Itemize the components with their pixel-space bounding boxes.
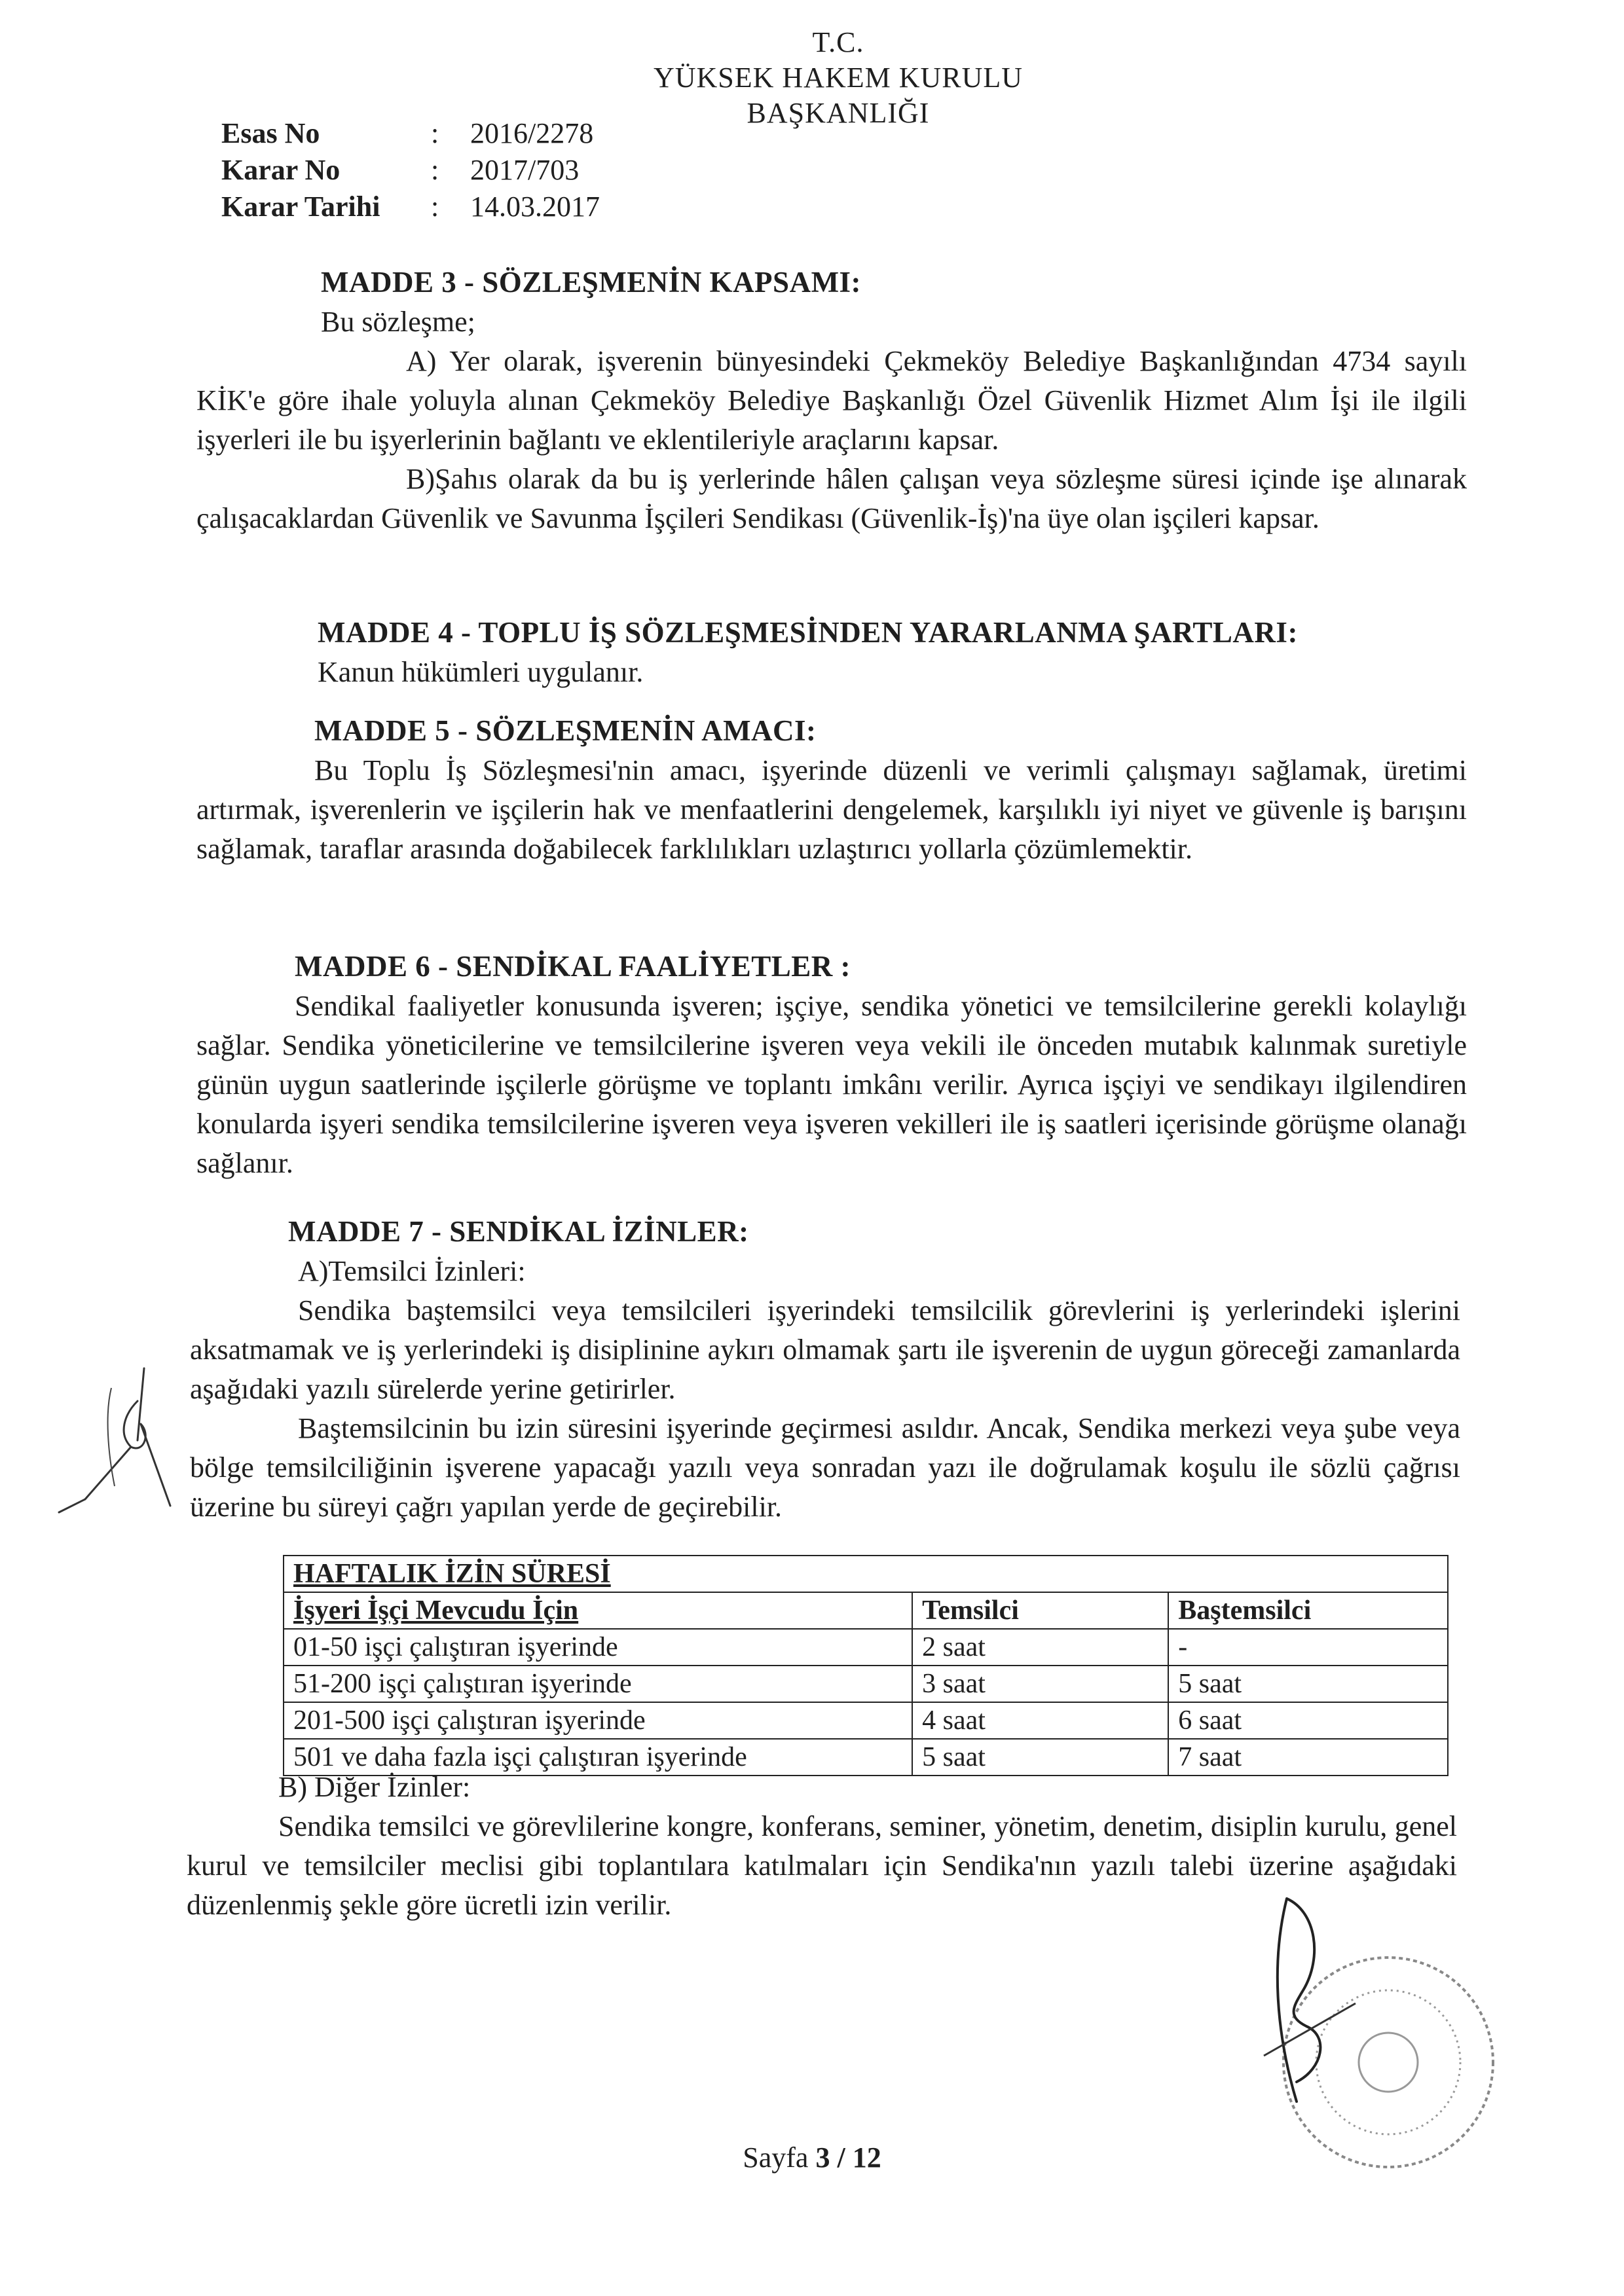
table-header-cell: İşyeri İşçi Mevcudu İçin <box>284 1592 912 1629</box>
meta-sep: : <box>431 117 439 149</box>
table-cell: 4 saat <box>912 1702 1168 1739</box>
article-paragraph: Baştemsilcinin bu izin süresini işyerinde geçirmesi asıldır. Ancak, Sendika merkezi veya şube veya bölge temsilciliğinin işverene yapacağı yazılı veya sonradan yazı ile doğrulamak koşulu ile sözlü çağrısı üzerine bu süreyi çağrı yapılan yerde de geçirebilir. <box>190 1412 1460 1523</box>
article-7 <box>190 1211 1460 1527</box>
meta-sep: : <box>431 191 439 223</box>
signature-mark-icon <box>46 1362 177 1545</box>
article-paragraph: B)Şahıs olarak da bu iş yerlerinde hâlen çalışan veya sözleşme süresi içinde işe alınarak çalışacaklardan Güvenlik ve Savunma İşçileri Sendikası (Güvenlik-İş)'na üye olan işçileri kapsar. <box>196 463 1467 534</box>
table-title-row <box>284 1556 1448 1592</box>
page-footer <box>0 2141 1624 2174</box>
table-cell: 2 saat <box>912 1629 1168 1666</box>
table-title: HAFTALIK İZİN SÜRESİ <box>284 1556 1448 1592</box>
meta-sep: : <box>431 154 439 186</box>
table-row <box>284 1666 1448 1702</box>
page-number: 3 / 12 <box>815 2141 881 2174</box>
article-5 <box>196 710 1467 869</box>
table-cell: 5 saat <box>1168 1666 1448 1702</box>
meta-row-karar <box>221 152 600 189</box>
institution-header <box>642 25 1035 131</box>
meta-value: 14.03.2017 <box>470 191 600 223</box>
table-header-cell: Baştemsilci <box>1168 1592 1448 1629</box>
table-header-cell: Temsilci <box>912 1592 1168 1629</box>
header-line-2: YÜKSEK HAKEM KURULU <box>653 62 1024 94</box>
table-cell: 5 saat <box>912 1739 1168 1776</box>
page-label: Sayfa <box>743 2141 816 2174</box>
meta-row-esas <box>221 115 600 152</box>
table-cell: 6 saat <box>1168 1702 1448 1739</box>
meta-key: Esas No <box>221 117 320 149</box>
article-paragraph: Sendika baştemsilci veya temsilcileri işyerindeki temsilcilik görevlerini iş yerlerindeki işlerini aksatmamak ve iş yerlerindeki iş disiplinine aykırı olmamak şartı ile işverenin de uygun göreceği zamanlarda aşağıdaki yazılı sürelerde yerine getirirler. <box>190 1294 1460 1405</box>
article-paragraph: Sendika temsilci ve görevlilerine kongre, konferans, seminer, yönetim, denetim, disiplin kurulu, genel kurul ve temsilciler meclisi gibi toplantılara katılmaları için Sendika'nın yazılı talebi üzerine aşağıdaki düzenlenmiş şekle göre ücretli izin verilir. <box>187 1810 1457 1921</box>
table-cell: 01-50 işçi çalıştıran işyerinde <box>284 1629 912 1666</box>
article-paragraph: Bu Toplu İş Sözleşmesi'nin amacı, işyerinde düzenli ve verimli çalışmayı sağlamak, üretimi artırmak, işverenlerin ve işçilerin hak ve menfaatlerini dengelemek, karşılıklı iyi niyet ve güvenle iş barışını sağlamak, taraflar arasında doğabilecek farklılıkları uzlaştırıcı yollarla çözümlemektir. <box>196 754 1467 865</box>
meta-row-tarih <box>221 189 600 225</box>
article-title: MADDE 5 - SÖZLEŞMENİN AMACI: <box>314 714 817 747</box>
article-title: MADDE 7 - SENDİKAL İZİNLER: <box>288 1215 749 1248</box>
table-cell: - <box>1168 1629 1448 1666</box>
article-4 <box>196 612 1467 692</box>
article-6 <box>196 946 1467 1183</box>
article-3 <box>196 262 1467 538</box>
table-cell: 7 saat <box>1168 1739 1448 1776</box>
meta-value: 2016/2278 <box>470 117 594 149</box>
table-cell: 501 ve daha fazla işçi çalıştıran işyerinde <box>284 1739 912 1776</box>
table-row <box>284 1629 1448 1666</box>
article-paragraph: Kanun hükümleri uygulanır. <box>318 656 644 688</box>
table-cell: 3 saat <box>912 1666 1168 1702</box>
article-title: MADDE 6 - SENDİKAL FAALİYETLER : <box>295 950 851 983</box>
case-meta <box>221 115 600 225</box>
header-line-1: T.C. <box>812 26 864 58</box>
meta-key: Karar No <box>221 154 341 186</box>
article-subheading: B) Diğer İzinler: <box>278 1771 471 1803</box>
article-paragraph: A) Yer olarak, işverenin bünyesindeki Çekmeköy Belediye Başkanlığından 4734 sayılı KİK'e göre ihale yoluyla alınan Çekmeköy Belediye Başkanlığı Özel Güvenlik Hizmet Alım İşi ile ilgili işyerleri ile bu işyerlerinin bağlantı ve eklentileriyle araçlarını kapsar. <box>196 345 1467 456</box>
table-row <box>284 1702 1448 1739</box>
weekly-leave-table <box>283 1555 1449 1776</box>
article-paragraph: Sendikal faaliyetler konusunda işveren; işçiye, sendika yönetici ve temsilcilerine gerekli kolaylığı sağlar. Sendika yöneticilerine ve temsilcilerine işveren veya vekili ile önceden mutabık kalınmak suretiyle günün uygun saatlerinde işçilerle görüşme ve toplantı imkânı verilir. Ayrıca işçiyi ve sendikayı ilgilendiren konularda işyeri sendika temsilcilerine işveren veya işveren vekilleri ile iş saatleri içerisinde görüşme olanağı sağlanır. <box>196 990 1467 1179</box>
article-paragraph: Bu sözleşme; <box>321 306 475 338</box>
table-cell: 51-200 işçi çalıştıran işyerinde <box>284 1666 912 1702</box>
article-title: MADDE 3 - SÖZLEŞMENİN KAPSAMI: <box>321 266 862 299</box>
article-title: MADDE 4 - TOPLU İŞ SÖZLEŞMESİNDEN YARARLANMA ŞARTLARI: <box>318 616 1298 649</box>
header-line-3: BAŞKANLIĞI <box>747 97 930 129</box>
table-cell: 201-500 işçi çalıştıran işyerinde <box>284 1702 912 1739</box>
meta-value: 2017/703 <box>470 154 580 186</box>
table-header-row <box>284 1592 1448 1629</box>
meta-key: Karar Tarihi <box>221 191 380 223</box>
article-subheading: A)Temsilci İzinleri: <box>298 1255 526 1287</box>
